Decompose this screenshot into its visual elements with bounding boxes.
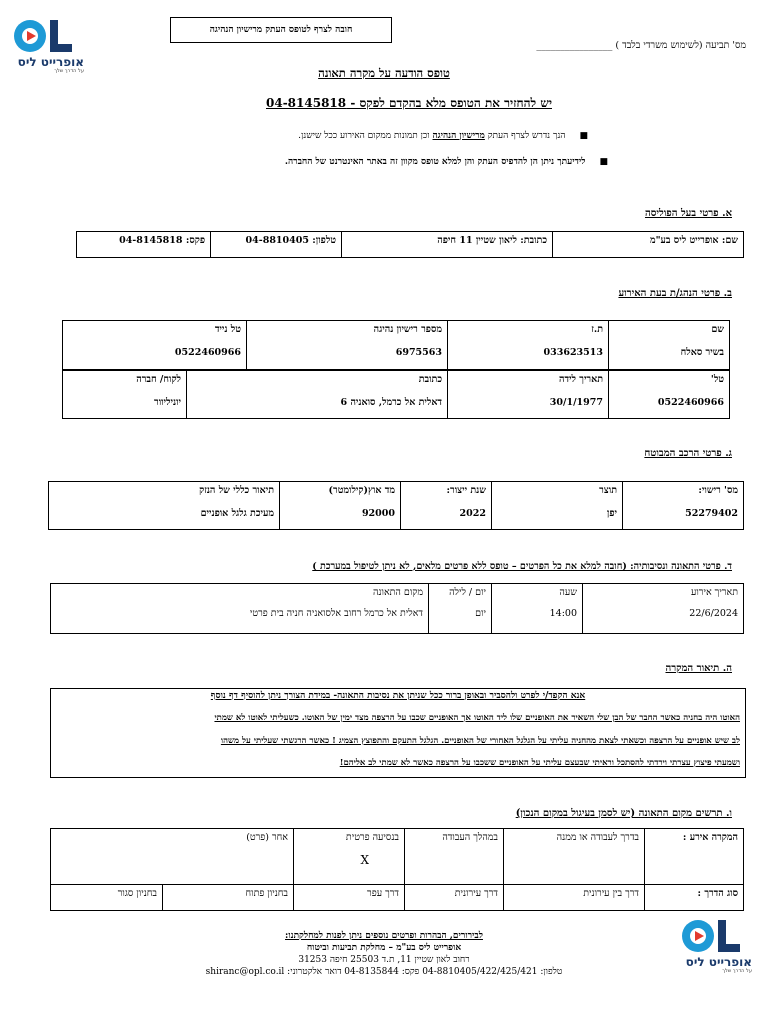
driver-details-table: [62, 320, 730, 370]
footer-line-2: אופרייט ליס בע"מ – מחלקת תביעות וביטוח: [306, 943, 462, 953]
accident-hour: 14:00: [549, 608, 577, 619]
bullet1-bold: מרישיון הנהיגה: [432, 131, 485, 141]
description-line-3: ושמעתי פיצוץ עצרתי וירדתי להסתכל וראיתי שבעצם עליתי על האופניים ששכבו על הרצפה כאשר לא שמתי לב אליהם!: [339, 758, 740, 768]
owner-phone: טלפון: 04-8810405: [211, 232, 342, 258]
driver-license-label: מספר רישיון נהיגה: [373, 324, 442, 335]
accident-date-cell: [583, 584, 744, 634]
bullet-online-form: ■לידיעתך ניתן הן להדפיס העתק והן למלא טופס מקוון זה באתר האינטרנט של החברה.: [284, 157, 608, 167]
footer-logo: [680, 916, 752, 980]
description-line-1: האוטו היה בחניה כאשר החבר של הבן שלי השאיר את האופניים שלו ליד האוטו אך האופניים שכבו על הרצפה מצד ימין של האוטו. כשעליתי לאוטו לא שמתי: [214, 713, 740, 723]
footer-line-1: לבירורים, הבהרות ופרטים נוספים ניתן לפנות למחלקתנו:: [285, 931, 483, 941]
driver-address-label: כתובת: [418, 374, 442, 385]
owner-fax: פקס: 04-8145818: [77, 232, 211, 258]
driver-license-cell: [247, 321, 448, 370]
driver-tel: 0522460966: [657, 397, 724, 408]
driver-tel-label: טל': [710, 374, 724, 385]
driver-mobile: 0522460966: [174, 347, 241, 358]
road-open-parking: בחניון פתוח: [163, 885, 294, 911]
occurred-private: בנסיעה פרטית: [345, 832, 399, 843]
driver-mobile-label: טל נייד: [214, 324, 241, 335]
claim-number-label: מס' תביעה (לשימוש משרדי בלבד ) ________________: [536, 40, 746, 51]
occurred-label: המקרה אירע :: [645, 829, 744, 885]
footer-logo-name: אופרייט ליס: [685, 955, 752, 969]
vehicle-km-cell: [280, 482, 401, 530]
road-closed-parking: בחניון סגור: [51, 885, 163, 911]
road-type-label: סוג הדרך :: [645, 885, 744, 911]
occurred-commute: בדרך לעבודה או ממנה: [504, 829, 645, 885]
accident-daynight-cell: [429, 584, 492, 634]
accident-hour-cell: [492, 584, 583, 634]
logo-name: אופרייט ליס: [17, 55, 84, 69]
footer-line-4: טלפון: 04-8810405/422/425/421 פקס: 04-8135844 דואר אלקטרוני: shiranc@opl.co.il: [205, 967, 563, 977]
vehicle-km: 92000: [361, 508, 395, 519]
vehicle-damage-cell: [49, 482, 280, 530]
vehicle-make: יפן: [606, 508, 617, 519]
driver-id-label: ת.ז: [591, 324, 603, 335]
logo-mark-icon: [12, 16, 84, 56]
driver-dob-cell: [448, 371, 609, 419]
driver-id-cell: [448, 321, 609, 370]
description-instruction: אנא הקפד/י לפרט ולהסביר ובאופן ברור ככל שניתן את נסיבות התאונה- במידת הצורך ניתן להוסיף דף נוסף: [210, 691, 586, 701]
occurred-work: במהלך העבודה: [405, 829, 504, 885]
vehicle-plate-cell: [623, 482, 744, 530]
driver-details-table-2: [62, 370, 730, 419]
driver-mobile-cell: [63, 321, 247, 370]
section-e-heading: ה. תיאור המקרה: [665, 663, 732, 674]
accident-date: 22/6/2024: [689, 608, 738, 619]
vehicle-plate-label: מס' רישוי:: [698, 485, 738, 496]
section-d-heading: ד. פרטי התאונה ונסיבותיה: (חובה למלא את כל הפרטים – טופס ללא פרטים מלאים, לא ניתן לטיפול במערכת ): [312, 561, 732, 572]
driver-id: 033623513: [543, 347, 603, 358]
section-a-heading: א. פרטי בעל הפוליסה: [644, 208, 732, 219]
accident-hour-label: שעה: [559, 587, 577, 598]
section-f-heading: ו. תרשים מקום התאונה (יש לסמן בעיגול במקום הנכון): [515, 808, 732, 819]
road-urban: דרך עירונית: [405, 885, 504, 911]
accident-details-table: [50, 583, 744, 634]
vehicle-year: 2022: [459, 508, 486, 519]
accident-daynight: יום: [475, 608, 486, 619]
accident-place: דאלית אל כרמל רחוב אלסואניה חניה בית פרטי: [249, 608, 423, 619]
license-notice: חובה לצרף לטופס העתק מרישיון הנהיגה: [209, 25, 353, 35]
driver-name-label: שם: [711, 324, 724, 335]
footer-logo-mark-icon: [680, 916, 752, 956]
driver-license: 6975563: [395, 347, 442, 358]
vehicle-year-label: שנת ייצור:: [446, 485, 486, 496]
description-line-2: לב שיש אופניים על הרצפה וכשאתי לצאת מהחניה עליתי על הגלגל האחורי של האופניים. הגלגל התעקם והתפוצץ הצמיג ! כאשר הרגשתי שעליתי על משהו: [220, 736, 740, 746]
section-c-heading: ג. פרטי הרכב המבוטח: [644, 448, 732, 459]
logo-tagline: על הדרך שלך: [54, 68, 84, 74]
occurred-private-cell: [294, 829, 405, 885]
driver-client: יוניליוור: [154, 397, 181, 408]
section-b-heading: ב. פרטי הנהג/ת בעת האירוע: [618, 288, 732, 299]
footer-line-3: רחוב לאון שטיין 11, ת.ד 25503 חיפה 31253: [298, 955, 470, 965]
vehicle-damage-label: תיאור כללי של הנזק: [199, 485, 274, 496]
vehicle-km-label: מד אוץ(קילומטר): [328, 485, 395, 496]
road-type-table: [50, 884, 744, 911]
driver-dob-label: תאריך לידה: [559, 374, 603, 385]
vehicle-year-cell: [401, 482, 492, 530]
vehicle-make-cell: [492, 482, 623, 530]
driver-name: בשיר סאלח: [680, 347, 724, 358]
vehicle-plate: 52279402: [685, 508, 738, 519]
vehicle-damage: מעיכת גלגל אופניים: [200, 508, 274, 519]
driver-dob: 30/1/1977: [549, 397, 603, 408]
driver-name-cell: [609, 321, 730, 370]
owner-name: שם: אופרייט ליס בע"מ: [553, 232, 744, 258]
bullet1-post: וכן תמונות ממקום האירוע ככל שישנן.: [298, 131, 433, 141]
accident-daynight-label: יום / לילה: [449, 587, 486, 598]
occurred-other: אחר (פרט): [51, 829, 294, 885]
road-intercity: דרך בין עירונית: [504, 885, 645, 911]
footer-logo-tagline: על הדרך שלך: [722, 968, 752, 974]
occurred-private-mark: X: [360, 853, 369, 867]
policy-owner-table: [76, 231, 744, 258]
driver-tel-cell: [609, 371, 730, 419]
driver-address: דאלית אל כרמל, סואניה 6: [340, 397, 442, 408]
driver-client-label: לקוח/ חברה: [136, 374, 181, 385]
road-dirt: דרך עפר: [294, 885, 405, 911]
accident-place-label: מקום התאונה: [372, 587, 423, 598]
bullet1-pre: הנך נדרש לצרף העתק: [484, 131, 566, 141]
vehicle-details-table: [48, 481, 744, 530]
bullet-attach-license: ■הנך נדרש לצרף העתק מרישיון הנהיגה וכן תמונות ממקום האירוע ככל שישנן.: [298, 131, 588, 141]
accident-place-cell: [51, 584, 429, 634]
license-notice-box: [170, 17, 392, 43]
accident-location-table: [50, 828, 744, 885]
form-title: טופס הודעה על מקרה תאונה: [318, 66, 450, 80]
bullet2-text: לידיעתך ניתן הן להדפיס העתק והן למלא טופס מקוון זה באתר האינטרנט של החברה.: [284, 157, 586, 167]
vehicle-make-label: תוצר: [599, 485, 617, 496]
accident-date-label: תאריך אירוע: [690, 587, 738, 598]
fax-instruction: יש להחזיר את הטופס מלא בהקדם לפקס - 04-8145818: [266, 96, 552, 110]
driver-client-cell: [63, 371, 187, 419]
driver-address-cell: [187, 371, 448, 419]
footer: [0, 930, 768, 978]
owner-address: כתובת: ליאון שטיין 11 חיפה: [342, 232, 553, 258]
